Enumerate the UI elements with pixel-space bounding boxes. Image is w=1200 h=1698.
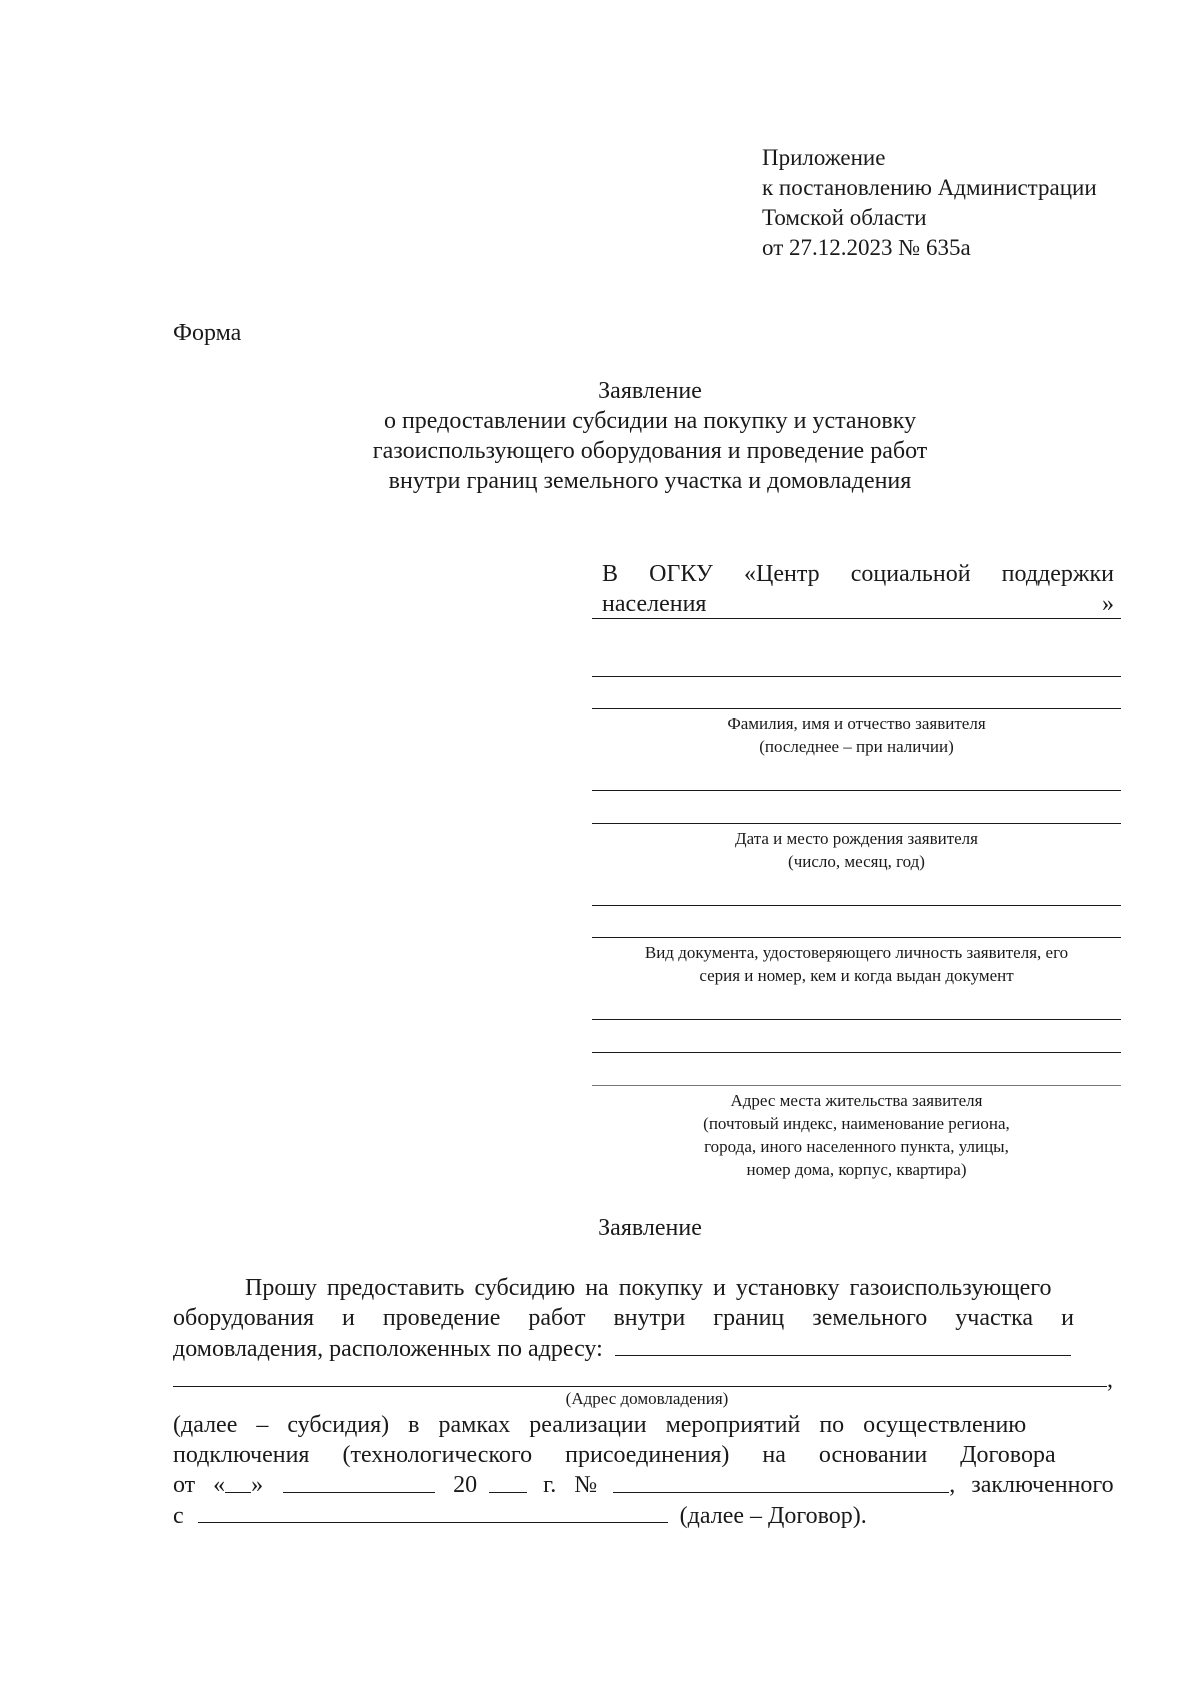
- contract-number-field[interactable]: [613, 1470, 949, 1493]
- birth-caption-line-2: (число, месяц, год): [788, 852, 925, 871]
- body-line-7: [173, 1470, 1121, 1500]
- body-text: (далее – Договор).: [679, 1503, 867, 1529]
- fio-caption-line-1: Фамилия, имя и отчество заявителя: [727, 714, 986, 733]
- contract-party-field[interactable]: [198, 1500, 668, 1523]
- document-title: [300, 376, 1000, 496]
- statement-body: [173, 1273, 1121, 1531]
- property-address-caption: (Адрес домовладения): [565, 1389, 729, 1408]
- id-document-caption: [592, 941, 1121, 987]
- body-text: (далее – субсидия) в рамках реализации мероприятий по осуществлению: [173, 1412, 1027, 1438]
- body-text: ,: [1107, 1367, 1113, 1393]
- body-text: домовладения, расположенных по адресу:: [173, 1336, 603, 1362]
- property-address-field[interactable]: [615, 1333, 1071, 1356]
- body-line-2: [173, 1303, 1121, 1333]
- form-label: Форма: [173, 320, 242, 346]
- id-document-field-line-2[interactable]: [592, 937, 1121, 938]
- fio-field-line-1[interactable]: [592, 676, 1121, 677]
- residence-caption-line-2: (почтовый индекс, наименование региона,: [703, 1114, 1010, 1133]
- addressee-block: [602, 559, 1114, 619]
- title-line-3: газоиспользующего оборудования и проведение работ: [372, 438, 928, 464]
- addressee-word: «Центр: [744, 561, 820, 587]
- title-line-4: внутри границ земельного участка и домовладения: [388, 468, 912, 494]
- appendix-title: Приложение: [762, 145, 886, 170]
- body-text: от «: [173, 1472, 226, 1498]
- id-document-field-line-1[interactable]: [592, 905, 1121, 906]
- residence-caption-line-3: города, иного населенного пункта, улицы,: [704, 1137, 1009, 1156]
- body-line-8: [173, 1500, 1121, 1531]
- addressee-word: населения: [602, 591, 707, 617]
- body-line-3: [173, 1333, 1121, 1364]
- body-text: Прошу предоставить субсидию на покупку и установку газоиспользующего: [245, 1275, 1052, 1301]
- contract-day-field[interactable]: [225, 1470, 251, 1493]
- birth-field-line-1[interactable]: [592, 790, 1121, 791]
- appendix-header: [762, 143, 1142, 263]
- body-text: »: [251, 1472, 264, 1498]
- birth-caption-line-1: Дата и место рождения заявителя: [735, 829, 978, 848]
- id-document-caption-line-2: серия и номер, кем и когда выдан документ: [699, 966, 1014, 985]
- birth-field-line-2[interactable]: [592, 823, 1121, 824]
- fio-caption-line-2: (последнее – при наличии): [759, 737, 954, 756]
- title-line-2: о предоставлении субсидии на покупку и установку: [383, 408, 917, 434]
- body-text: оборудования и проведение работ внутри границ земельного участка и: [173, 1305, 1074, 1331]
- body-text: , заключенного: [949, 1472, 1114, 1498]
- residence-caption: [592, 1089, 1121, 1181]
- addressee-word: поддержки: [1001, 561, 1114, 587]
- contract-year-field[interactable]: [489, 1470, 527, 1493]
- contract-month-field[interactable]: [283, 1470, 435, 1493]
- addressee-line-2: [602, 589, 1114, 619]
- body-line-5: [173, 1410, 1121, 1440]
- addressee-word: социальной: [850, 561, 971, 587]
- residence-field-line-2[interactable]: [592, 1052, 1121, 1053]
- appendix-resolution: к постановлению Администрации: [762, 175, 1097, 200]
- residence-caption-line-1: Адрес места жительства заявителя: [730, 1091, 983, 1110]
- residence-field-line-3[interactable]: [592, 1085, 1121, 1086]
- residence-caption-line-4: номер дома, корпус, квартира): [746, 1160, 967, 1179]
- appendix-region: Томской области: [762, 205, 927, 230]
- id-document-caption-line-1: Вид документа, удостоверяющего личность заявителя, его: [644, 943, 1069, 962]
- fio-field-line-2[interactable]: [592, 708, 1121, 709]
- body-line-4: [173, 1364, 1121, 1393]
- body-text: подключения (технологического присоединения) на основании Договора: [173, 1442, 1056, 1468]
- property-address-field-continued[interactable]: [173, 1364, 1107, 1387]
- body-line-1: [173, 1273, 1121, 1303]
- title-line-1: Заявление: [598, 378, 702, 404]
- appendix-date-number: от 27.12.2023 № 635а: [762, 235, 971, 260]
- body-text: с: [173, 1503, 184, 1529]
- body-text: 20: [453, 1472, 478, 1498]
- addressee-word: В: [602, 561, 619, 587]
- body-text: г. №: [543, 1472, 598, 1498]
- fio-caption: [592, 712, 1121, 758]
- residence-field-line-1[interactable]: [592, 1019, 1121, 1020]
- addressee-close-quote: »: [1102, 591, 1114, 617]
- addressee-underline: [592, 618, 1121, 619]
- body-line-6: [173, 1440, 1121, 1470]
- statement-heading: Заявление: [598, 1215, 702, 1241]
- addressee-line-1: [602, 559, 1114, 589]
- addressee-word: ОГКУ: [649, 561, 713, 587]
- birth-caption: [592, 827, 1121, 873]
